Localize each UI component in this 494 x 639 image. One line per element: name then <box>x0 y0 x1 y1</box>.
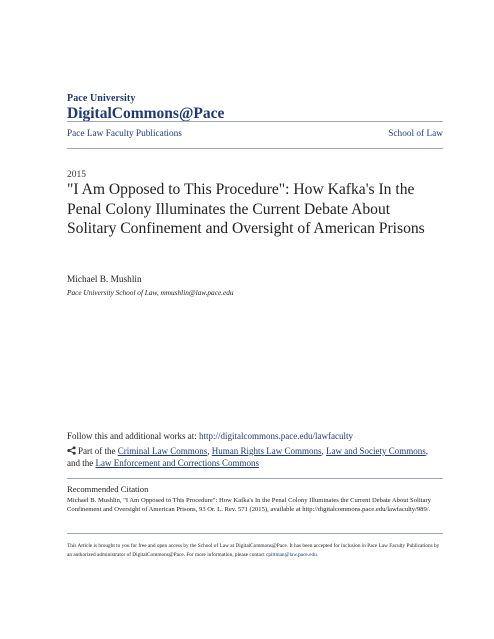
follow-label: Follow this and additional works at: <box>67 431 199 441</box>
notice-text: This Article is brought to you for free and open access by the School of Law at DigitalCommons@Pace. It has been accepted for inclusion in Pace Law Faculty Publications by an authorized administrator of DigitalCommons@Pace. For more information, please contact <box>67 543 440 558</box>
notice-end: . <box>316 552 319 558</box>
part-of-prefix: Part of the <box>78 446 118 456</box>
author-name: Michael B. Mushlin <box>67 275 142 285</box>
law-and-society-commons-link[interactable]: Law and Society Commons <box>326 446 426 456</box>
follow-line <box>67 431 353 441</box>
collection-link[interactable]: Pace Law Faculty Publications <box>67 129 182 139</box>
part-of-line <box>67 445 443 469</box>
repository-name[interactable]: DigitalCommons@Pace <box>67 105 225 122</box>
citation-divider <box>67 478 443 479</box>
human-rights-law-commons-link[interactable]: Human Rights Law Commons <box>211 446 322 456</box>
citation-heading: Recommended Citation <box>67 484 149 494</box>
access-notice <box>67 542 445 560</box>
school-link[interactable]: School of Law <box>388 129 443 139</box>
contact-email-link[interactable]: cpittman@law.pace.edu <box>266 552 317 558</box>
law-enforcement-commons-link[interactable]: Law Enforcement and Corrections Commons <box>95 458 259 468</box>
university-name: Pace University <box>67 93 136 104</box>
follow-link[interactable]: http://digitalcommons.pace.edu/lawfaculty <box>199 431 353 441</box>
header-divider <box>67 121 443 122</box>
repository-header <box>67 93 224 123</box>
part-of-separator: , <box>207 446 212 456</box>
part-of-separator: , <box>321 446 326 456</box>
notice-divider <box>67 533 443 534</box>
article-title: "I Am Opposed to This Procedure": How Kafka's In the Penal Colony Illuminates the Current Debate About Solitary Confinement and Oversight of American Prisons <box>67 181 425 237</box>
publication-year: 2015 <box>67 170 86 180</box>
criminal-law-commons-link[interactable]: Criminal Law Commons <box>117 446 208 456</box>
part-of-separator: , and the <box>67 446 428 468</box>
collection-divider <box>67 148 443 149</box>
share-icon <box>67 446 76 455</box>
author-affiliation: Pace University School of Law, mmushlin@law.pace.edu <box>67 288 234 297</box>
citation-text: Michael B. Mushlin, "I Am Opposed to This Procedure": How Kafka's In the Penal Colony Illuminates the Current Debate About Solitary Confinement and Oversight of American Prisons, 93 Or. L. Rev. 571 (2015), available at http://digitalcommons.pace.edu/lawfaculty/989/. <box>67 497 431 513</box>
